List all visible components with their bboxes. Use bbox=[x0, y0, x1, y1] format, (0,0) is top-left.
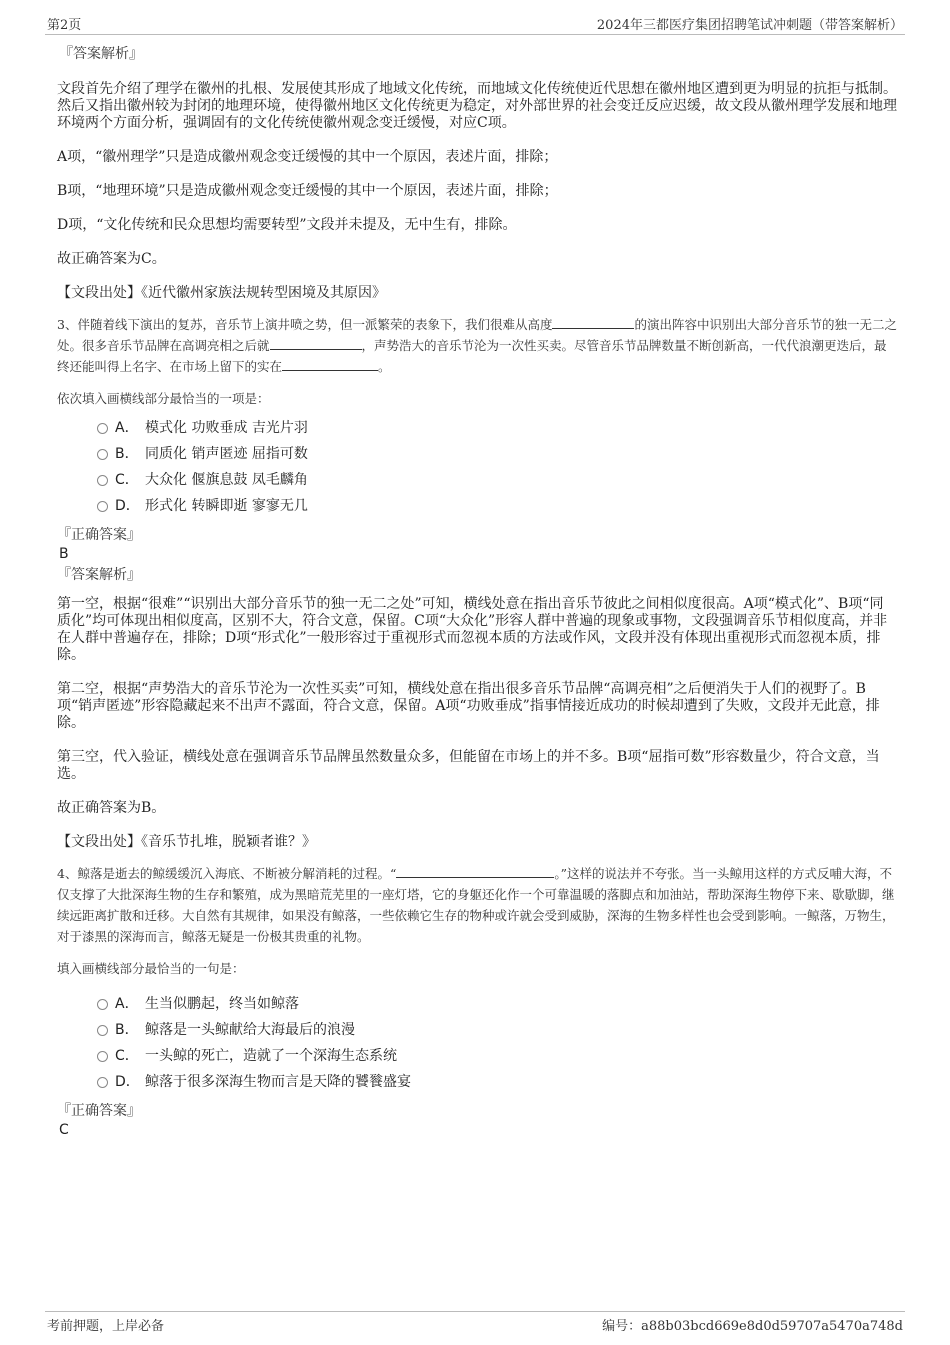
option-text: 同质化 销声匿迹 屈指可数 bbox=[145, 446, 308, 462]
radio-button[interactable] bbox=[97, 423, 108, 434]
option-text: 一头鲸的死亡，造就了一个深海生态系统 bbox=[145, 1048, 397, 1064]
q3-prompt: 依次填入画横线部分最恰当的一项是： bbox=[57, 391, 270, 406]
q3-blank-1 bbox=[552, 316, 634, 329]
q4-stem-part1: 4、鲸落是逝去的鲸缓缓沉入海底、不断被分解消耗的过程。“ bbox=[57, 866, 397, 881]
option-text: 模式化 功败垂成 吉光片羽 bbox=[145, 420, 308, 436]
radio-button[interactable] bbox=[97, 1025, 108, 1036]
option-letter: D． bbox=[115, 498, 140, 514]
option-text: 鲸落是一头鲸献给大海最后的浪漫 bbox=[145, 1022, 355, 1038]
option-text: 大众化 偃旗息鼓 凤毛麟角 bbox=[145, 472, 308, 488]
q3-conclusion: 故正确答案为B。 bbox=[57, 800, 166, 816]
page-header bbox=[45, 12, 905, 35]
radio-button[interactable] bbox=[97, 501, 108, 512]
option-text: 鲸落于很多深海生物而言是天降的饕餮盛宴 bbox=[145, 1074, 411, 1090]
q3-blank-2 bbox=[270, 337, 362, 350]
q3-option-d[interactable] bbox=[57, 493, 897, 519]
q4-option-d[interactable] bbox=[57, 1069, 897, 1095]
q2-analysis-paragraph: 文段首先介绍了理学在徽州的扎根、发展使其形成了地域文化传统，而地域文化传统使近代思想在徽州地区遭到更为明显的抗拒与抵制。然后又指出徽州较为封闭的地理环境，使得徽州地区文化传统更为稳定，对外部世界的社会变迁反应迟缓，故文段从徽州理学发展和地理环境两个方面分析，强调固有的文化传统使徽州观念变迁缓慢，对应C项。 bbox=[57, 81, 897, 131]
q3-stem-part2: 的演出阵容中识别出大部分音乐节的独一无二之处。很多音乐节品牌在高调亮相之后就 bbox=[57, 317, 897, 353]
q2-analysis-option-b: B项，“地理环境”只是造成徽州观念变迁缓慢的其中一个原因，表述片面，排除； bbox=[57, 183, 558, 199]
q4-option-a[interactable] bbox=[57, 991, 897, 1017]
radio-button[interactable] bbox=[97, 1077, 108, 1088]
q4-stem-part2: 。”这样的说法并不夸张。当一头鲸用这样的方式反哺大海，不仅支撑了大批深海生物的生存和繁殖，成为黑暗荒芜里的一座灯塔，它的身躯还化作一个可靠温暖的落脚点和加油站，帮助深海生物停下来、歇歇脚，继续远距离扩散和迁移。大自然有其规律，如果没有鲸落，一些依赖它生存的物种或许就会受到威胁，深海的生物多样性也会受到影响。一鲸落，万物生，对于漆黑的深海而言，鲸落无疑是一份极其贵重的礼物。 bbox=[57, 866, 895, 944]
q2-analysis-label: 『答案解析』 bbox=[59, 46, 143, 62]
q3-source: 【文段出处】《音乐节扎堆，脱颖者谁？》 bbox=[57, 834, 316, 850]
q3-option-b[interactable] bbox=[57, 441, 897, 467]
q3-analysis-paragraph-2: 第二空，根据“声势浩大的音乐节沦为一次性买卖”可知，横线处意在指出很多音乐节品牌“高调亮相”之后便消失于人们的视野了。B项“销声匿迹”形容隐藏起来不出声不露面，符合文意，保留。A项“功败垂成”指事情接近成功的时候却遭到了失败，文段并无此意，排除。 bbox=[57, 681, 880, 731]
q4-correct-label: 『正确答案』 bbox=[57, 1103, 141, 1119]
footer-slogan: 考前押题，上岸必备 bbox=[47, 1319, 165, 1334]
radio-button[interactable] bbox=[97, 475, 108, 486]
q3-option-c[interactable] bbox=[57, 467, 897, 493]
option-letter: C． bbox=[115, 472, 139, 488]
option-letter: B． bbox=[115, 1022, 139, 1038]
q4-prompt: 填入画横线部分最恰当的一句是： bbox=[57, 961, 245, 976]
option-letter: D． bbox=[115, 1074, 140, 1090]
q3-options bbox=[57, 415, 897, 519]
q3-analysis-label: 『答案解析』 bbox=[57, 567, 141, 583]
q3-stem bbox=[57, 314, 897, 377]
q4-options bbox=[57, 991, 897, 1095]
option-text: 生当似鹏起，终当如鲸落 bbox=[145, 996, 299, 1012]
q4-correct-answer: C bbox=[59, 1122, 69, 1138]
q4-option-b[interactable] bbox=[57, 1017, 897, 1043]
q2-analysis-option-d: D项，“文化传统和民众思想均需要转型”文段并未提及，无中生有，排除。 bbox=[57, 217, 517, 233]
document-title: 2024年三都医疗集团招聘笔试冲刺题（带答案解析） bbox=[596, 18, 903, 33]
radio-button[interactable] bbox=[97, 449, 108, 460]
q3-stem-part3: ，声势浩大的音乐节沦为一次性买卖。尽管音乐节品牌数量不断创新高，一代代浪潮更迭后，最终还能叫得上名字、在市场上留下的实在 bbox=[57, 338, 887, 374]
radio-button[interactable] bbox=[97, 999, 108, 1010]
q3-option-a[interactable] bbox=[57, 415, 897, 441]
q3-correct-label: 『正确答案』 bbox=[57, 527, 141, 543]
page-number: 第2页 bbox=[47, 18, 82, 33]
option-letter: B． bbox=[115, 446, 139, 462]
page-content bbox=[57, 44, 897, 1139]
q3-stem-part4: 。 bbox=[378, 359, 391, 374]
q3-analysis-paragraph-3: 第三空，代入验证，横线处意在强调音乐节品牌虽然数量众多，但能留在市场上的并不多。B项“屈指可数”形容数量少，符合文意，当选。 bbox=[57, 749, 880, 782]
option-text: 形式化 转瞬即逝 寥寥无几 bbox=[145, 498, 308, 514]
option-letter: A． bbox=[115, 996, 139, 1012]
q4-stem bbox=[57, 863, 897, 947]
q3-blank-3 bbox=[282, 358, 378, 371]
q3-correct-answer: B bbox=[59, 546, 69, 562]
radio-button[interactable] bbox=[97, 1051, 108, 1062]
option-letter: C． bbox=[115, 1048, 139, 1064]
page-footer bbox=[45, 1311, 905, 1334]
option-letter: A． bbox=[115, 420, 139, 436]
q3-analysis-paragraph-1: 第一空，根据“很难”“识别出大部分音乐节的独一无二之处”可知，横线处意在指出音乐节彼此之间相似度很高。A项“模式化”、B项“同质化”均可体现出相似度高，区别不大，符合文意，保留。C项“大众化”形容人群中普遍的现象或事物，文段强调音乐节相似度高，并非在人群中普遍存在，排除；D项“形式化”一般形容过于重视形式而忽视本质的方法或作风，文段并没有体现出重视形式而忽视本质，排除。 bbox=[57, 596, 888, 663]
q2-analysis-option-a: A项，“徽州理学”只是造成徽州观念变迁缓慢的其中一个原因，表述片面，排除； bbox=[57, 149, 558, 165]
q3-stem-part1: 3、伴随着线下演出的复苏，音乐节上演井喷之势，但一派繁荣的表象下，我们很难从高度 bbox=[57, 317, 553, 332]
q4-blank bbox=[396, 865, 554, 878]
q4-option-c[interactable] bbox=[57, 1043, 897, 1069]
q2-source: 【文段出处】《近代徽州家族法规转型困境及其原因》 bbox=[57, 285, 386, 301]
q2-conclusion: 故正确答案为C。 bbox=[57, 251, 166, 267]
document-code: 编号：a88b03bcd669e8d0d59707a5470a748d bbox=[602, 1319, 903, 1334]
